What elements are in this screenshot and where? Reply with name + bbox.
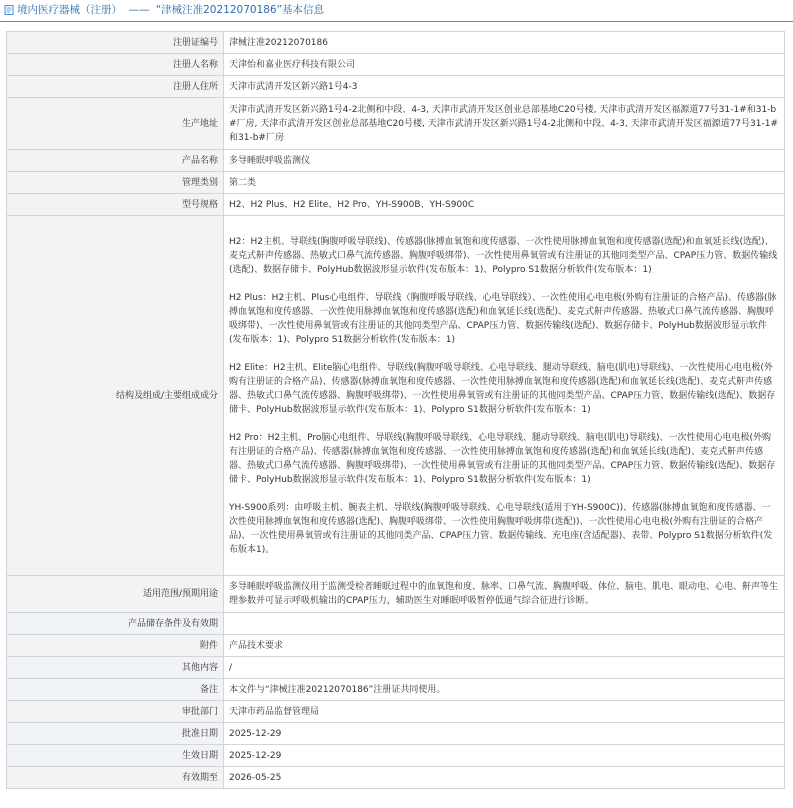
table-row (7, 32, 785, 54)
document-icon (4, 5, 14, 15)
row-label: 产品名称 (7, 150, 224, 172)
row-value: H2、H2 Plus、H2 Elite、H2 Pro、YH-S900B、YH-S900C (224, 194, 785, 216)
row-value: 天津怡和嘉业医疗科技有限公司 (224, 54, 785, 76)
row-label: 生产地址 (7, 98, 224, 150)
row-value: 天津市药品监督管理局 (224, 701, 785, 723)
row-value: 天津市武清开发区新兴路1号4-3 (224, 76, 785, 98)
table-row (7, 150, 785, 172)
page-title (17, 3, 324, 17)
row-value: 2025-12-29 (224, 745, 785, 767)
row-value: 第二类 (224, 172, 785, 194)
table-row (7, 576, 785, 613)
row-label: 型号规格 (7, 194, 224, 216)
row-label: 注册人住所 (7, 76, 224, 98)
row-value (224, 216, 785, 576)
composition-paragraph: H2：H2主机、导联线(胸腹呼吸导联线)、传感器(脉搏血氧饱和度传感器、一次性使用脉搏血氧饱和度传感器(选配)和血氧延长线(选配)、麦克式鼾声传感器、热敏式口鼻气流传感器、胸腹呼吸绑带)、一次性使用鼻氧管或有注册证的其他同类型产品、CPAP压力管、数据传输线(选配)、数据存储卡、PolyHub数据波形显示软件(发布版本：1)、Polypro S1数据分析软件(发布版本：1) (229, 236, 778, 275)
table-row (7, 98, 785, 150)
row-value: 天津市武清开发区新兴路1号4-2北侧和中段、4-3, 天津市武清开发区创业总部基地C20号楼, 天津市武清开发区福源道77号31-1#和31-b#厂房, 天津市武清开发区创业总部基地C20号楼, 天津市武清开发区新兴路1号4-2北侧和中段、4-3, 天津市武清开发区福源道77号31-1#和31-b#厂房 (224, 98, 785, 150)
row-label: 备注 (7, 679, 224, 701)
table-row (7, 76, 785, 98)
row-label: 产品储存条件及有效期 (7, 613, 224, 635)
row-value: 多导睡眠呼吸监测仪 (224, 150, 785, 172)
table-row (7, 657, 785, 679)
row-label: 其他内容 (7, 657, 224, 679)
composition-paragraph: H2 Plus：H2主机、Plus心电组件、导联线（胸腹呼吸导联线、心电导联线）、一次性使用心电电极(外购有注册证的合格产品)、传感器(脉搏血氧饱和度传感器、一次性使用脉搏血氧饱和度传感器(选配)和血氧延长线(选配)、麦克式鼾声传感器、热敏式口鼻气流传感器、胸腹呼吸绑带)、一次性使用鼻氧管或有注册证的其他同类型产品、CPAP压力管、数据传输线(选配)、数据存储卡、PolyHub数据波形显示软件(发布版本：1)、Polypro S1数据分析软件(发布版本：1) (229, 292, 777, 345)
header-category: 境内医疗器械（注册） (17, 4, 122, 16)
composition-paragraph: H2 Pro：H2主机、Pro脑心电组件、导联线(胸腹呼吸导联线、心电导联线、腿动导联线、脑电(肌电)导联线)、一次性使用心电电极(外购有注册证的合格产品)、传感器(脉搏血氧饱和度传感器、一次性使用脉搏血氧饱和度传感器(选配)和血氧延长线(选配)、麦克式鼾声传感器、热敏式口鼻气流传感器、胸腹呼吸绑带)、一次性使用鼻氧管或有注册证的其他同类型产品、CPAP压力管、数据传输线(选配)、数据存储卡、PolyHub数据波形显示软件(发布版本：1)、Polypro S1数据分析软件(发布版本：1) (229, 432, 776, 485)
row-value: 2026-05-25 (224, 767, 785, 789)
composition-paragraph: H2 Elite：H2主机、Elite脑心电组件、导联线(胸腹呼吸导联线、心电导联线、腿动导联线、脑电(肌电)导联线)、一次性使用心电电极(外购有注册证的合格产品)、传感器(脉搏血氧饱和度传感器、一次性使用脉搏血氧饱和度传感器(选配)和血氧延长线(选配)、麦克式鼾声传感器、热敏式口鼻气流传感器、胸腹呼吸绑带)、一次性使用鼻氧管或有注册证的其他同类型产品、CPAP压力管、数据传输线(选配)、数据存储卡、PolyHub数据波形显示软件(发布版本：1)、Polypro S1数据分析软件(发布版本：1) (229, 362, 776, 415)
row-value: 2025-12-29 (224, 723, 785, 745)
row-label: 适用范围/预期用途 (7, 576, 224, 613)
table-row (7, 723, 785, 745)
table-row (7, 613, 785, 635)
composition-paragraph: YH-S900系列：由呼吸主机、腕表主机、导联线(胸腹呼吸导联线、心电导联线(适用于YH-S900C))、传感器(脉搏血氧饱和度传感器、一次性使用脉搏血氧饱和度传感器(选配)、胸腹呼吸绑带、一次性使用胸腹呼吸绑带(选配))、一次性使用心电电极(外购有注册证的合格产品)、一次性使用鼻氧管或有注册证的其他同类产品、CPAP压力管、数据传输线、充电座(含适配器)、表带、Polypro S1数据分析软件(发布版本1)。 (229, 502, 773, 555)
row-label: 附件 (7, 635, 224, 657)
table-row (7, 635, 785, 657)
table-row (7, 54, 785, 76)
table-row (7, 172, 785, 194)
row-label: 管理类别 (7, 172, 224, 194)
row-value: 津械注准20212070186 (224, 32, 785, 54)
row-value (224, 613, 785, 635)
row-label: 生效日期 (7, 745, 224, 767)
row-label: 注册人名称 (7, 54, 224, 76)
page-header (0, 0, 793, 22)
row-value: / (224, 657, 785, 679)
row-label: 批准日期 (7, 723, 224, 745)
table-row (7, 701, 785, 723)
table-row (7, 767, 785, 789)
row-label: 审批部门 (7, 701, 224, 723)
row-label: 注册证编号 (7, 32, 224, 54)
row-label: 有效期至 (7, 767, 224, 789)
row-value: 本文件与“津械注准20212070186”注册证共同使用。 (224, 679, 785, 701)
row-label: 结构及组成/主要组成成分 (7, 216, 224, 576)
row-value: 产品技术要求 (224, 635, 785, 657)
header-separator: —— (128, 4, 150, 16)
table-row (7, 216, 785, 576)
header-record: “津械注准20212070186”基本信息 (155, 4, 325, 16)
table-row (7, 194, 785, 216)
table-row (7, 745, 785, 767)
table-row (7, 679, 785, 701)
row-value: 多导睡眠呼吸监测仪用于监测受检者睡眠过程中的血氧饱和度、脉率、口鼻气流、胸腹呼吸、体位、脑电、肌电、眼动电、心电、鼾声等生理参数并可显示呼吸机输出的CPAP压力，辅助医生对睡眠呼吸暂停低通气综合征进行诊断。 (224, 576, 785, 613)
info-table (6, 31, 785, 789)
